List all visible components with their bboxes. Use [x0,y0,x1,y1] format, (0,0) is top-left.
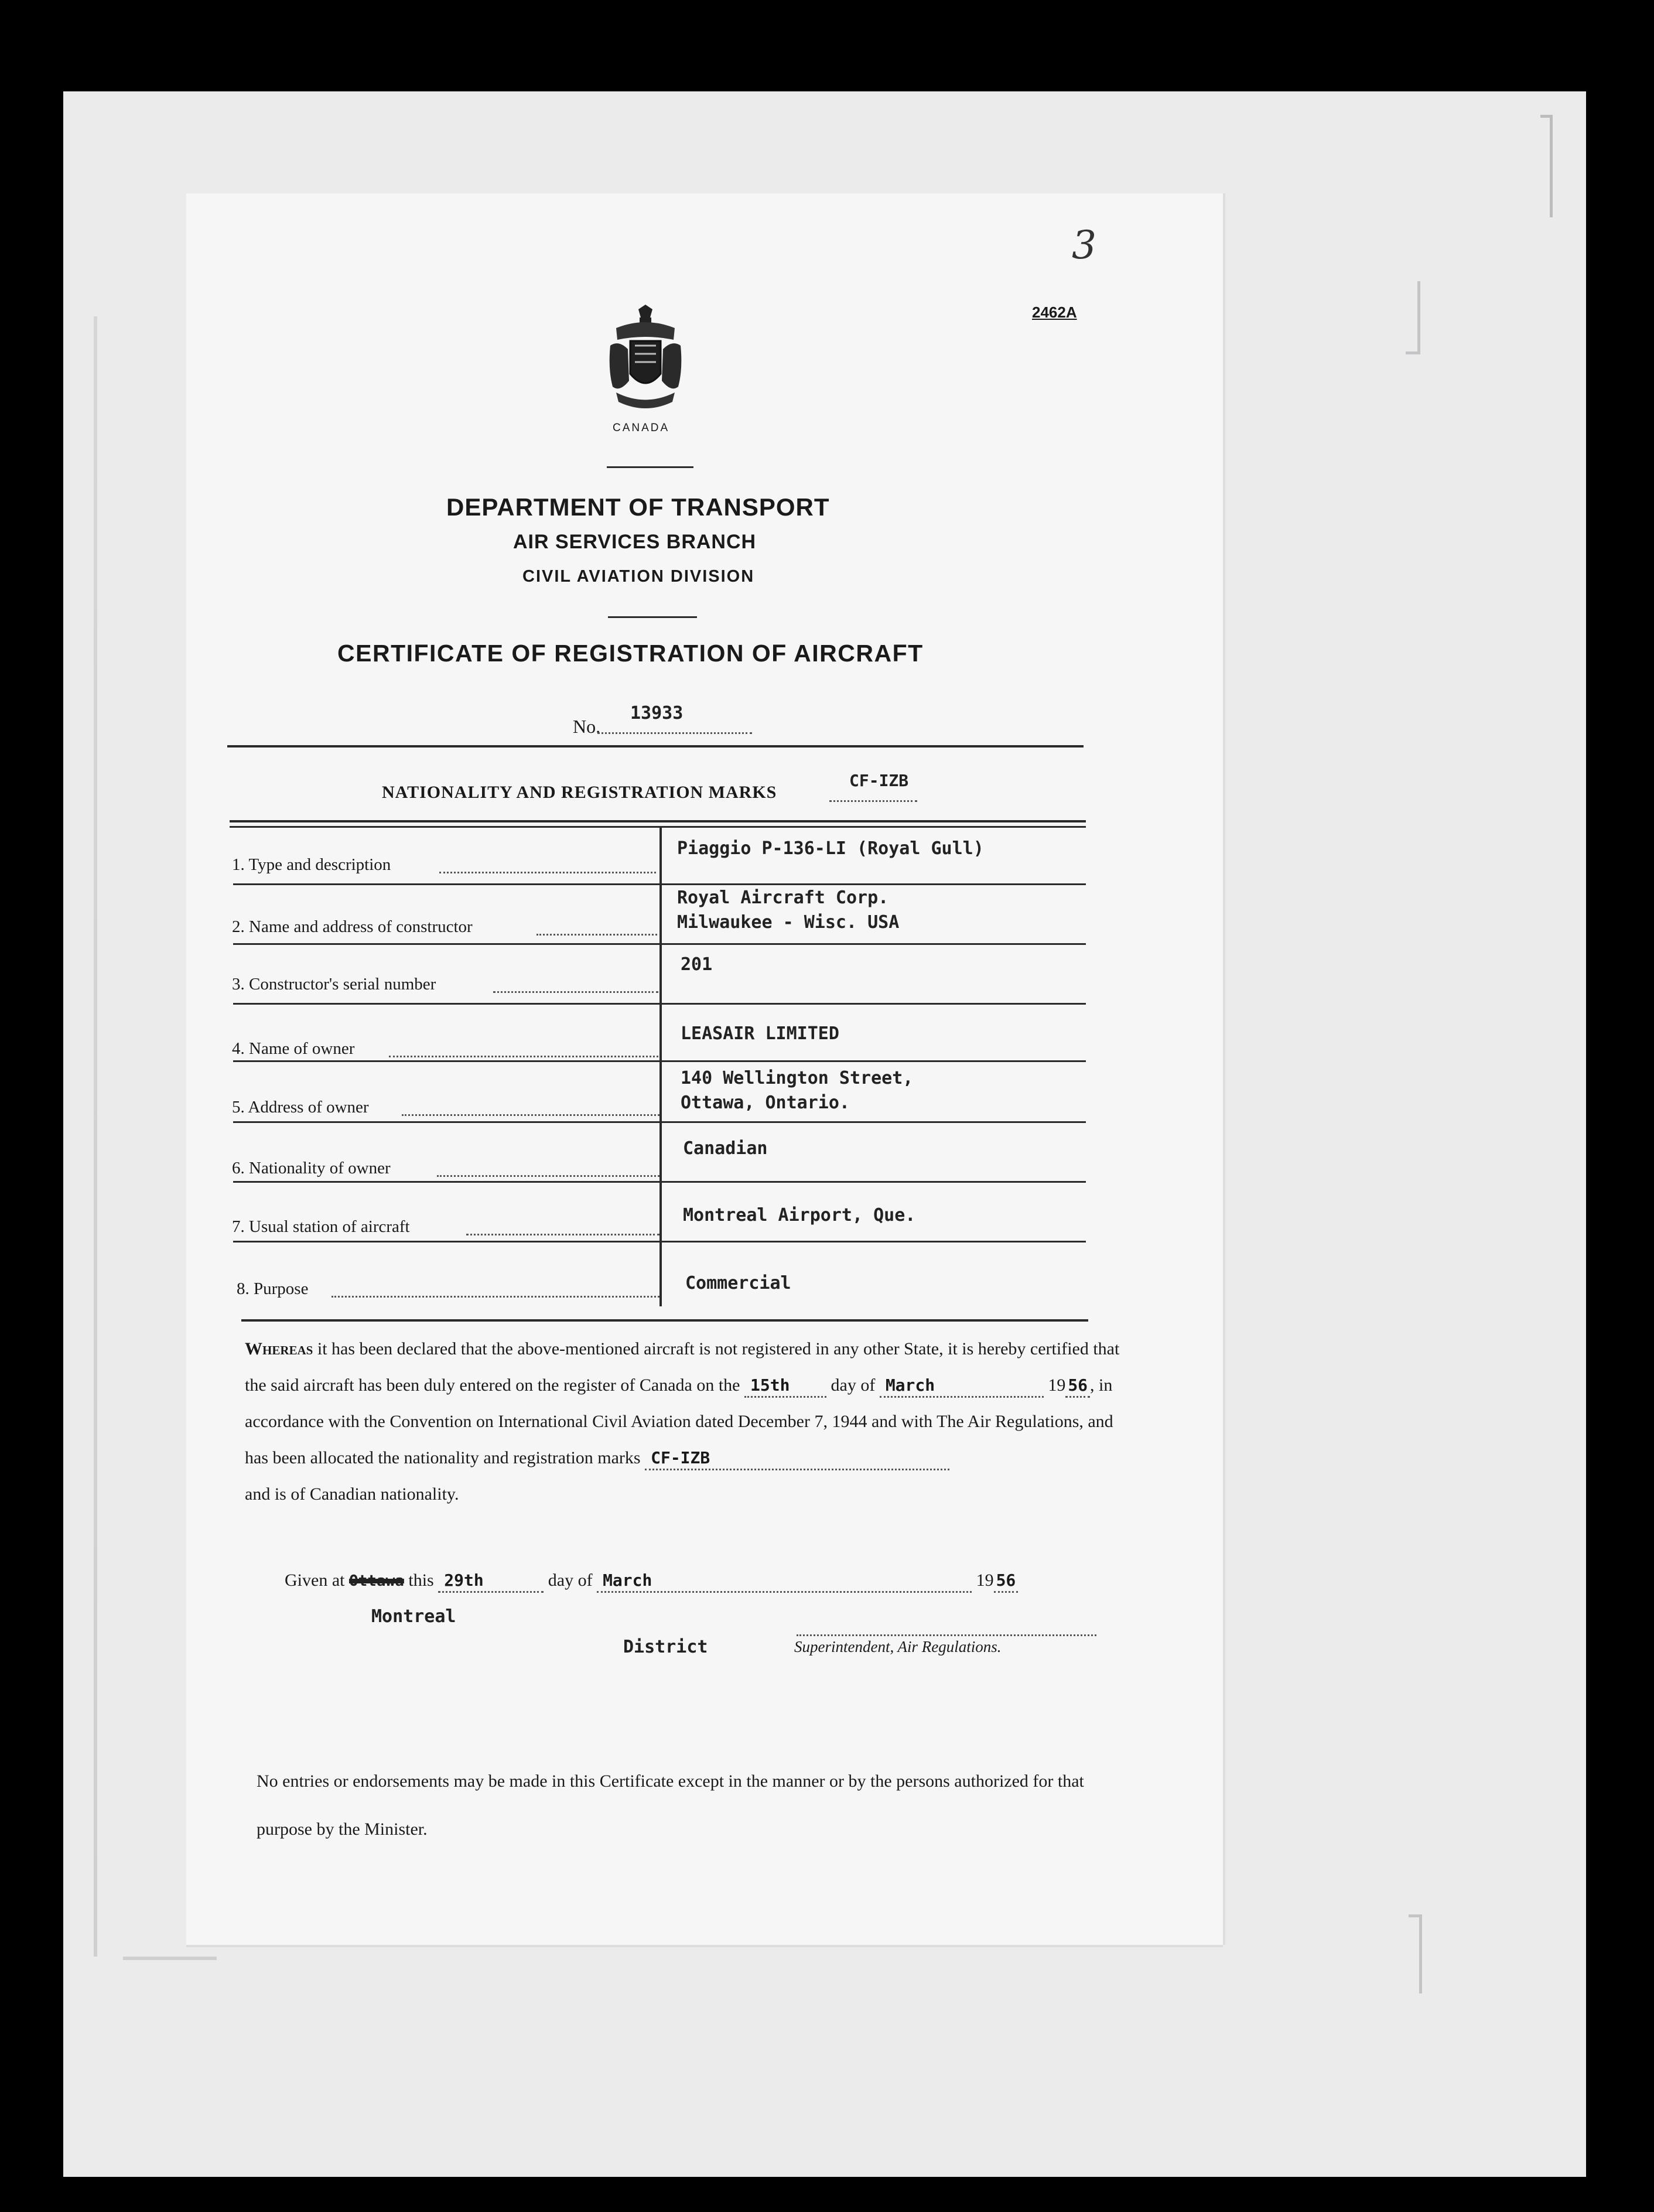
row-value-owner-address: 140 Wellington Street, Ottawa, Ontario. [681,1068,914,1113]
given-at-label: Given at [285,1571,345,1590]
row-label-purpose: 8. Purpose [237,1279,309,1298]
division-title: CIVIL AVIATION DIVISION [522,567,755,586]
declaration-whereas: Whereas [245,1339,313,1358]
row-label-type: 1. Type and description [232,855,391,874]
country-label: CANADA [613,422,670,434]
row-label-station: 7. Usual station of aircraft [232,1217,410,1236]
registration-marks-fill: CF-IZB [645,1448,949,1470]
declaration-text [245,1331,1123,1513]
table-row-divider [233,1121,1086,1123]
scan-corner-mark [1540,115,1553,217]
coat-of-arms-icon [604,305,686,422]
footer-note: No entries or endorsements may be made in this Certificate except in the manner or by the persons authorized for that purpose by the Minister. [257,1771,1084,1839]
dotted-leader [437,1169,659,1177]
divider [608,616,697,618]
nationality-marks: CF-IZB [849,771,909,790]
signatory-title: Superintendent, Air Regulations. [794,1638,1002,1655]
divider [227,745,1084,747]
given-at-struck: Ottawa [348,1572,404,1590]
registration-year-prefix: 19 [1048,1375,1066,1395]
table-row-divider [233,1181,1086,1183]
dotted-leader [493,985,658,993]
dotted-leader [829,794,917,802]
given-year-prefix: 19 [976,1571,994,1590]
dotted-leader [402,1108,659,1116]
row-value-nationality: Canadian [683,1138,768,1159]
table-row-divider [233,883,1086,885]
declaration-day-of: day of [831,1375,876,1395]
dotted-leader [466,1228,659,1235]
table-row-divider [233,1003,1086,1005]
divider [607,466,693,468]
row-label-nationality: 6. Nationality of owner [232,1159,391,1177]
dotted-leader [439,866,656,873]
page-number: 3 [1072,223,1096,268]
certificate-number-label: No. [573,716,601,737]
table-bottom-rule [241,1319,1088,1322]
given-day: 29th [438,1570,544,1593]
nationality-label: NATIONALITY AND REGISTRATION MARKS [382,783,777,802]
given-line [285,1570,1018,1593]
certificate-title: CERTIFICATE OF REGISTRATION OF AIRCRAFT [337,640,924,667]
row-value-type: Piaggio P-136-LI (Royal Gull) [677,838,984,859]
dotted-leader [536,928,657,936]
given-month: March [597,1570,972,1593]
row-label-serial: 3. Constructor's serial number [232,975,436,994]
scan-corner-mark [1406,281,1420,354]
table-row-divider [233,1241,1086,1242]
divider [230,820,1086,822]
row-label-owner-address: 5. Address of owner [232,1098,369,1117]
row-value-constructor: Royal Aircraft Corp. Milwaukee - Wisc. USA [677,887,900,933]
scan-corner-mark [1409,1914,1422,1993]
table-row-divider [233,943,1086,945]
registration-day: 15th [744,1375,826,1398]
row-value-serial: 201 [681,954,713,975]
given-day-of: day of [548,1571,593,1590]
dotted-leader [389,1050,658,1057]
given-this: this [408,1571,434,1590]
scan-corner-mark [123,1957,217,1960]
declaration-line3: and is of Canadian nationality. [245,1484,459,1504]
row-value-station: Montreal Airport, Que. [683,1205,916,1226]
given-year: 56 [994,1570,1019,1593]
scan-edge [94,316,97,1957]
row-value-owner: LEASAIR LIMITED [681,1023,839,1044]
table-row-divider [233,1060,1086,1062]
department-title: DEPARTMENT OF TRANSPORT [446,493,830,521]
district-label: District [623,1637,708,1657]
row-value-purpose: Commercial [685,1273,791,1293]
certificate-number: 13933 [630,703,684,723]
divider [230,826,1086,828]
given-city: Montreal [371,1606,456,1627]
form-code: 2462A [1032,303,1077,321]
table-column-divider [659,827,662,1306]
branch-title: AIR SERVICES BRANCH [513,531,757,553]
dotted-leader [597,726,752,734]
declaration-line2: , in accordance with the Convention on International Civil Aviation dated December 7, 1944 and with The Air Regulations, and has been allocated the nationality and registration marks [245,1375,1113,1467]
registration-month: March [880,1375,1044,1398]
registration-year: 56 [1065,1375,1090,1398]
row-label-owner: 4. Name of owner [232,1039,355,1058]
dotted-leader [332,1290,659,1298]
row-label-constructor: 2. Name and address of constructor [232,917,473,936]
declaration-line1: it has been declared that the above-mentioned aircraft is not registered in any other State, it is hereby certified that the said aircraft has been duly entered on the register of Canada on the [245,1339,1120,1395]
